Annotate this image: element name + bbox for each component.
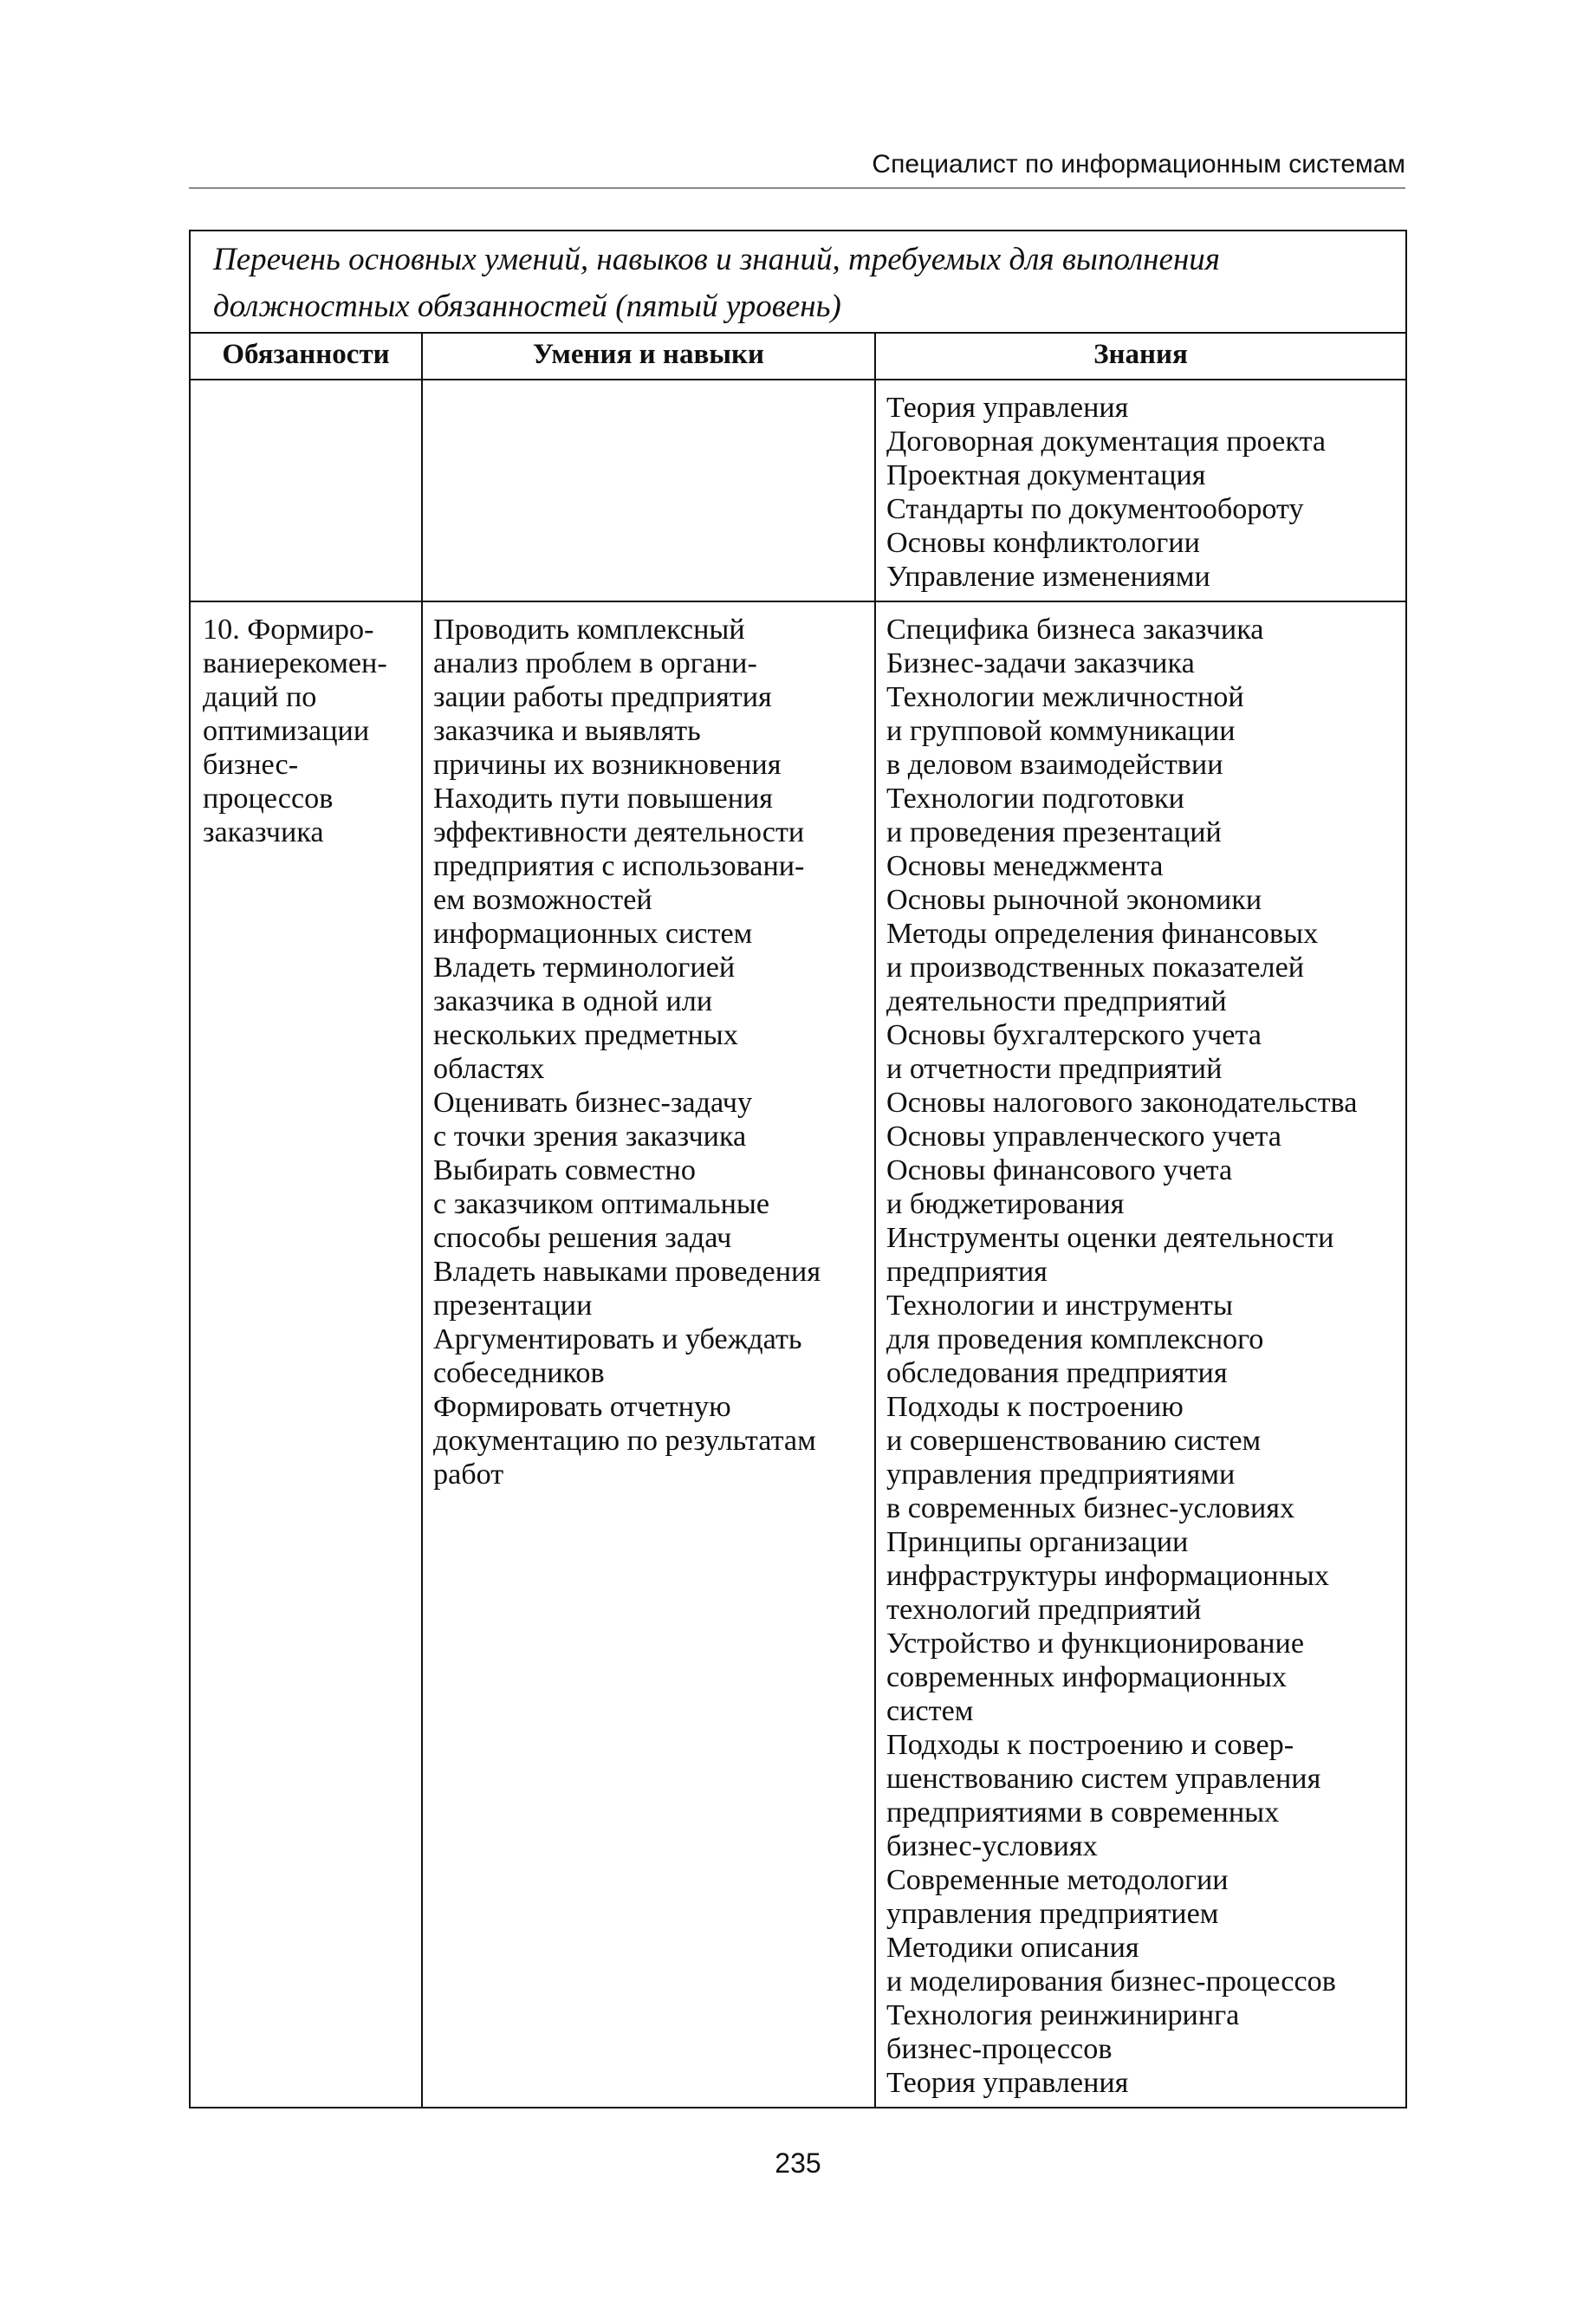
cell-line: управления предприятием xyxy=(886,1898,1219,1930)
cell-line: обследования предприятия xyxy=(886,1357,1228,1389)
cell-line: ем возможностей xyxy=(433,884,652,916)
cell-line: Основы управленческого учета xyxy=(886,1121,1281,1153)
cell-line: предприятия с использовани- xyxy=(433,850,805,882)
cell-line: предприятиями в современных xyxy=(886,1796,1280,1829)
cell-line: Устройство и функционирование xyxy=(886,1628,1305,1660)
cell-line: даций по xyxy=(203,681,317,713)
header-row xyxy=(190,333,1406,380)
cell-line: документацию по результатам xyxy=(433,1425,816,1457)
cell-line: в деловом взаимодействии xyxy=(886,749,1223,781)
cell-line: и групповой коммуникации xyxy=(886,715,1236,747)
cell-line: деятельности предприятий xyxy=(886,985,1227,1017)
cell-line: и моделирования бизнес-процессов xyxy=(886,1965,1336,1998)
cell-line: Проводить комплексный xyxy=(433,614,745,646)
cell-line: ваниерекомен- xyxy=(203,647,387,679)
cell-line: Выбирать совместно xyxy=(433,1154,696,1186)
cell-line: систем xyxy=(886,1695,974,1727)
cell-line: Подходы к построению xyxy=(886,1391,1184,1423)
cell-line: Бизнес-задачи заказчика xyxy=(886,647,1195,679)
cell-line: с точки зрения заказчика xyxy=(433,1121,747,1153)
cell-line: Управление изменениями xyxy=(886,561,1210,593)
competency-table xyxy=(189,230,1407,2108)
table-caption xyxy=(190,231,1406,333)
cell-line: заказчика xyxy=(203,816,324,848)
cell-line: Находить пути повышения xyxy=(433,783,774,815)
cell-line: Проектная документация xyxy=(886,459,1206,491)
skills-cell xyxy=(422,601,875,2108)
cell-line: презентации xyxy=(433,1290,593,1322)
cell-line: управления предприятиями xyxy=(886,1459,1236,1491)
cell-line: процессов xyxy=(203,783,334,815)
cell-line: оптимизации xyxy=(203,715,370,747)
competency-table-wrapper xyxy=(189,230,1405,2108)
duties-cell xyxy=(190,601,422,2108)
cell-line: Основы менеджмента xyxy=(886,850,1164,882)
cell-line: Методы определения финансовых xyxy=(886,918,1319,950)
cell-line: способы решения задач xyxy=(433,1222,732,1254)
cell-line: эффективности деятельности xyxy=(433,816,805,848)
cell-line: бизнес-условиях xyxy=(886,1830,1098,1862)
cell-line: Технология реинжиниринга xyxy=(886,1999,1240,2031)
cell-line: технологий предприятий xyxy=(886,1594,1202,1626)
cell-line: современных информационных xyxy=(886,1661,1288,1693)
cell-line: анализ проблем в органи- xyxy=(433,647,757,679)
cell-line: заказчика и выявлять xyxy=(433,715,701,747)
header-skills: Умения и навыки xyxy=(422,333,875,380)
cell-line: для проведения комплексного xyxy=(886,1323,1264,1355)
cell-line: и проведения презентаций xyxy=(886,816,1222,848)
cell-line: с заказчиком оптимальные xyxy=(433,1188,770,1220)
cell-line: зации работы предприятия xyxy=(433,681,772,713)
header-knowledge: Знания xyxy=(875,333,1406,380)
cell-line: бизнес-процессов xyxy=(886,2033,1113,2065)
cell-line: Договорная документация проекта xyxy=(886,426,1327,458)
cell-line: Основы конфликтологии xyxy=(886,527,1200,559)
cell-line: собеседников xyxy=(433,1357,605,1389)
cell-line: Основы рыночной экономики xyxy=(886,884,1262,916)
cell-line: причины их возникновения xyxy=(433,749,782,781)
page-number: 235 xyxy=(775,2147,821,2179)
knowledge-cell xyxy=(875,380,1406,601)
header-duties: Обязанности xyxy=(190,333,422,380)
cell-line: Принципы организации xyxy=(886,1526,1189,1558)
cell-line: Технологии и инструменты xyxy=(886,1290,1233,1322)
cell-line: 10. Формиро- xyxy=(203,614,374,646)
cell-line: Специфика бизнеса заказчика xyxy=(886,614,1264,646)
cell-line: Владеть навыками проведения xyxy=(433,1256,821,1288)
cell-line: и бюджетирования xyxy=(886,1188,1125,1220)
running-head: Специалист по информационным системам xyxy=(872,150,1405,179)
cell-line: Оценивать бизнес-задачу xyxy=(433,1087,753,1119)
cell-line: Инструменты оценки деятельности xyxy=(886,1222,1334,1254)
cell-line: предприятия xyxy=(886,1256,1048,1288)
cell-line: Формировать отчетную xyxy=(433,1391,731,1423)
cell-line: Теория управления xyxy=(886,2067,1129,2099)
cell-line: и отчетности предприятий xyxy=(886,1053,1223,1085)
cell-line: Технологии подготовки xyxy=(886,783,1184,815)
cell-line: бизнес- xyxy=(203,749,299,781)
skills-cell xyxy=(422,380,875,601)
cell-line: информационных систем xyxy=(433,918,753,950)
header-rule xyxy=(189,187,1405,189)
cell-line: в современных бизнес-условиях xyxy=(886,1492,1295,1524)
caption-row xyxy=(190,231,1406,333)
cell-line: Основы финансового учета xyxy=(886,1154,1233,1186)
cell-line: и совершенствованию систем xyxy=(886,1425,1262,1457)
cell-line: Стандарты по документообороту xyxy=(886,493,1304,525)
cell-line: заказчика в одной или xyxy=(433,985,713,1017)
duties-cell xyxy=(190,380,422,601)
cell-line: и производственных показателей xyxy=(886,952,1305,984)
cell-line: Основы бухгалтерского учета xyxy=(886,1019,1262,1051)
table-row xyxy=(190,601,1406,2108)
cell-line: нескольких предметных xyxy=(433,1019,738,1051)
cell-line: Аргументировать и убеждать xyxy=(433,1323,802,1355)
cell-line: работ xyxy=(433,1459,504,1491)
cell-line: Теория управления xyxy=(886,392,1129,424)
cell-line: Методики описания xyxy=(886,1932,1139,1964)
cell-line: областях xyxy=(433,1053,545,1085)
caption-line: Перечень основных умений, навыков и знаний, требуемых для выполнения xyxy=(213,242,1220,277)
table-row xyxy=(190,380,1406,601)
cell-line: Современные методологии xyxy=(886,1864,1229,1896)
caption-line: должностных обязанностей (пятый уровень) xyxy=(213,289,841,324)
cell-line: Технологии межличностной xyxy=(886,681,1244,713)
cell-line: Владеть терминологией xyxy=(433,952,736,984)
knowledge-cell xyxy=(875,601,1406,2108)
cell-line: Основы налогового законодательства xyxy=(886,1087,1358,1119)
cell-line: шенствованию систем управления xyxy=(886,1763,1321,1795)
cell-line: инфраструктуры информационных xyxy=(886,1560,1329,1592)
cell-line: Подходы к построению и совер- xyxy=(886,1729,1294,1761)
